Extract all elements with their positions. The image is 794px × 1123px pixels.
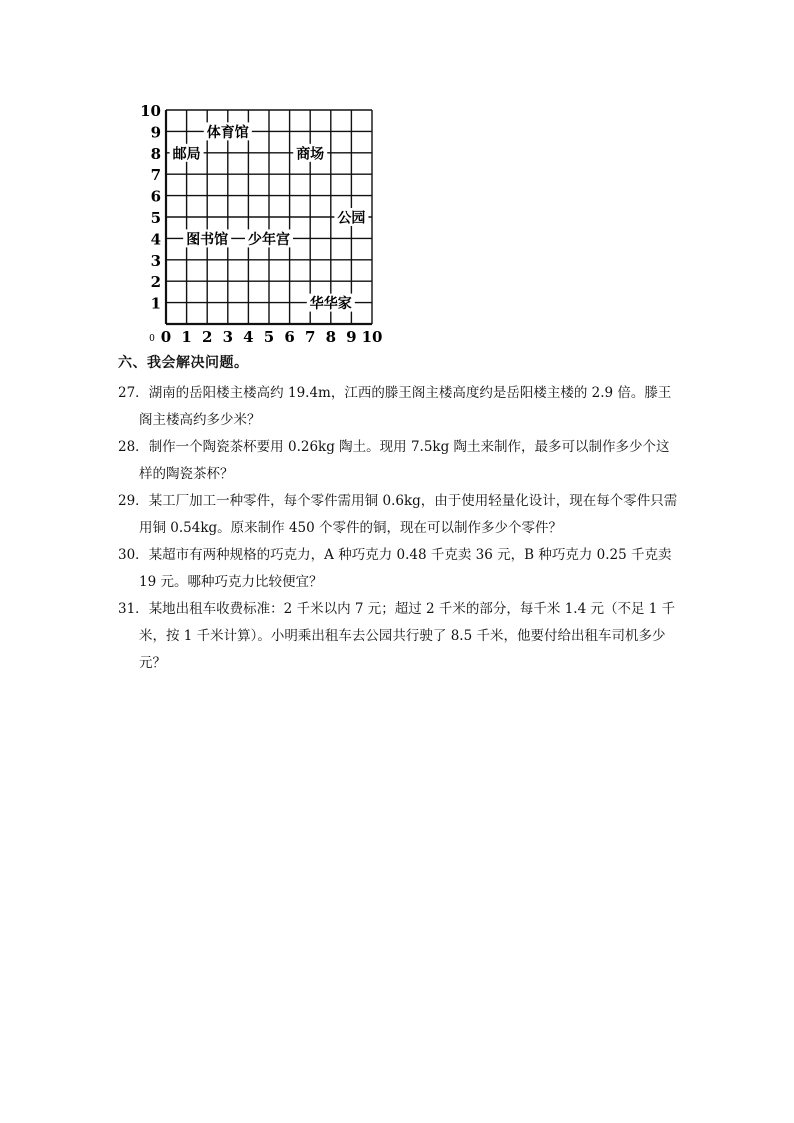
x-tick-label: 1 [181, 328, 192, 344]
grid-svg [138, 98, 388, 344]
y-tick-label: 10 [140, 102, 161, 120]
problem-text: 某工厂加工一种零件，每个零件需用铜 0.6kg，由于使用轻量化设计，现在每个零件只需用铜 0.54kg。原来制作 450 个零件的铜，现在可以制作多少个零件？ [139, 493, 678, 536]
y-tick-label: 7 [150, 166, 161, 185]
place-label: 少年宫 [248, 231, 290, 248]
x-tick-label: 6 [284, 328, 295, 344]
place-label: 体育馆 [206, 124, 249, 141]
x-tick-label: 5 [263, 328, 275, 344]
problem-list [118, 380, 682, 677]
x-tick-label: 7 [304, 328, 316, 344]
x-tick-label: 0 [160, 328, 172, 344]
problem-number: 31． [118, 601, 149, 617]
x-tick-label: 9 [346, 328, 357, 344]
problem-text: 某超市有两种规格的巧克力，A 种巧克力 0.48 千克卖 36 元，B 种巧克力 0.25 千克卖 19 元。哪种巧克力比较便宜？ [139, 547, 672, 590]
problem-text: 某地出租车收费标准：2 千米以内 7 元；超过 2 千米的部分，每千米 1.4 元（不足 1 千米，按 1 千米计算）。小明乘出租车去公园共行驶了 8.5 千米，他要付给出租车司机多少元？ [139, 601, 676, 671]
coordinate-grid [138, 98, 388, 344]
problem-28 [118, 434, 682, 488]
problem-31 [118, 596, 682, 677]
problem-number: 27． [118, 385, 149, 401]
place-label: 图书馆 [186, 231, 229, 248]
problem-number: 29． [118, 493, 149, 509]
origin-mark: 0 [149, 334, 155, 344]
x-tick-label: 10 [361, 328, 383, 344]
x-tick-label: 3 [222, 328, 234, 344]
problem-29 [118, 488, 682, 542]
y-tick-label: 9 [150, 123, 161, 142]
place-label: 商场 [296, 146, 325, 163]
y-tick-label: 8 [150, 144, 161, 163]
problem-text: 制作一个陶瓷茶杯要用 0.26kg 陶土。现用 7.5kg 陶土来制作，最多可以制作多少个这样的陶瓷茶杯？ [139, 439, 670, 482]
problem-text: 湖南的岳阳楼主楼高约 19.4m，江西的滕王阁主楼高度约是岳阳楼主楼的 2.9 倍。滕王阁主楼高约多少米？ [139, 385, 672, 428]
problem-number: 30． [118, 547, 149, 563]
x-tick-label: 4 [243, 328, 254, 344]
x-tick-label: 2 [201, 328, 213, 344]
y-tick-label: 4 [150, 230, 161, 249]
problem-30 [118, 542, 682, 596]
place-label: 华华家 [309, 296, 352, 313]
y-tick-label: 1 [150, 294, 161, 313]
place-label: 邮局 [172, 146, 201, 163]
y-tick-label: 6 [150, 187, 161, 206]
x-tick-label: 8 [325, 328, 337, 344]
y-tick-label: 3 [150, 251, 161, 270]
problem-27 [118, 380, 682, 434]
section-title: 六、我会解决问题。 [118, 355, 249, 371]
place-label: 公园 [337, 210, 366, 227]
y-tick-label: 2 [150, 273, 161, 292]
y-tick-label: 5 [150, 209, 161, 227]
problem-number: 28． [118, 439, 149, 455]
